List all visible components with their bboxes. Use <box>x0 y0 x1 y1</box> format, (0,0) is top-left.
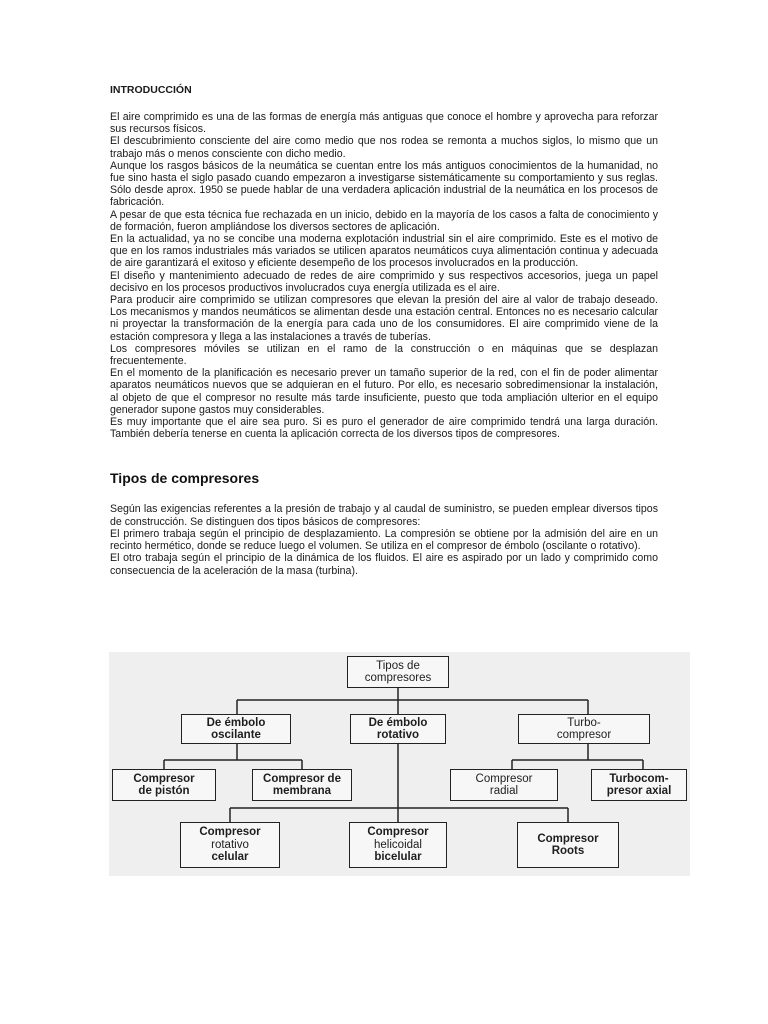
types-paragraph: Según las exigencias referentes a la presión de trabajo y al caudal de suministro, se pueden emplear diversos tipos de construcción. Se distinguen dos tipos básicos de compresores: <box>110 503 658 528</box>
intro-paragraph: El aire comprimido es una de las formas de energía más antiguas que conoce el hombre y aprovecha para reforzar sus recursos físicos. <box>110 111 658 136</box>
node-label: De émbolo <box>206 716 266 729</box>
diagram-node-piston <box>112 769 216 801</box>
diagram-node-root <box>347 656 449 688</box>
intro-paragraph: En el momento de la planificación es necesario prever un tamaño superior de la red, con el fin de poder alimentar aparatos neumáticos nuevos que se adquieran en el futuro. Por ello, es necesario sobredimensionar la instalación, al objeto de que el compresor no resulte más tarde insuficiente, puesto que toda ampliación ulterior en el equipo generador supone gastos muy considerables. <box>110 367 658 416</box>
node-label: De émbolo <box>368 716 428 729</box>
node-label: membrana <box>272 785 332 797</box>
diagram-node-membrana <box>252 769 352 801</box>
node-label: Compresor de <box>263 772 341 785</box>
node-label: bicelular <box>374 851 422 864</box>
diagram-node-radial <box>450 769 558 801</box>
intro-paragraph: Para producir aire comprimido se utilizan compresores que elevan la presión del aire al valor de trabajo deseado. Los mecanismos y mandos neumáticos se alimentan desde una estación central. Entonces no es necesario calcular ni proyectar la transformación de la energía para cada uno de los consumidores. El aire comprimido viene de la estación compresora y llega a las instalaciones a través de tuberías. <box>110 294 658 343</box>
node-label: de pistón <box>138 785 190 797</box>
intro-paragraph: A pesar de que esta técnica fue rechazada en un inicio, debido en la mayoría de los casos a falta de conocimiento y de formación, fueron ampliándose los diversos sectores de aplicación. <box>110 208 658 233</box>
node-label: compresor <box>556 729 612 741</box>
node-label: Turbocom- <box>609 772 669 785</box>
node-label: radial <box>489 785 519 797</box>
node-label: presor axial <box>606 785 672 797</box>
node-label: oscilante <box>211 729 261 741</box>
intro-paragraph: Es muy importante que el aire sea puro. Si es puro el generador de aire comprimido tendrá una larga duración. También debería tenerse en cuenta la aplicación correcta de los diversos tipos de compresores. <box>110 416 658 441</box>
node-label: Compresor <box>199 826 261 839</box>
node-label: Compresor <box>133 772 195 785</box>
intro-paragraph: El descubrimiento consciente del aire como medio que nos rodea se remonta a muchos siglos, lo mismo que un trabajo más o menos consciente con dicho medio. <box>110 135 658 160</box>
diagram-node-axial <box>591 769 687 801</box>
intro-heading: INTRODUCCIÓN <box>110 84 192 96</box>
node-label: rotativo <box>376 729 420 741</box>
node-label: rotativo <box>211 838 249 851</box>
node-label: helicoidal <box>374 838 422 851</box>
node-label: Roots <box>551 845 585 857</box>
intro-paragraph: Aunque los rasgos básicos de la neumática se cuentan entre los más antiguos conocimientos de la humanidad, no fue sino hasta el siglo pasado cuando empezaron a investigarse sistemáticamente su comportamiento y sus reglas. Sólo desde aprox. 1950 se puede hablar de una verdadera aplicación industrial de la neumática en los procesos de fabricación. <box>110 159 658 209</box>
section-title-compressor-types: Tipos de compresores <box>110 470 260 487</box>
diagram-node-rotativo-celular <box>180 822 280 868</box>
node-label: Compresor <box>475 772 533 785</box>
node-label: Tipos de <box>376 659 420 672</box>
diagram-node-helicoidal <box>349 822 447 868</box>
node-label: Turbo- <box>567 716 601 729</box>
intro-paragraph: En la actualidad, ya no se concibe una moderna explotación industrial sin el aire comprimido. Este es el motivo de que en los ramos industriales más variados se utilicen aparatos neumáticos cuya alimentación continua y adecuada de aire garantizará el exitoso y eficiente desempeño de los procesos involucrados en la producción. <box>110 233 658 270</box>
node-label: Compresor <box>367 826 429 839</box>
intro-paragraph: Los compresores móviles se utilizan en el ramo de la construcción o en máquinas que se desplazan frecuentemente. <box>110 342 658 368</box>
types-paragraph: El primero trabaja según el principio de desplazamiento. La compresión se obtiene por la admisión del aire en un recinto hermético, donde se reduce luego el volumen. Se utiliza en el compresor de émbolo (oscilante o rotativo). <box>110 527 658 553</box>
diagram-node-embolo-rotativo <box>350 714 446 744</box>
node-label: compresores <box>364 672 432 684</box>
types-paragraph: El otro trabaja según el principio de la dinámica de los fluidos. El aire es aspirado por un lado y comprimido como consecuencia de la aceleración de la masa (turbina). <box>110 552 658 577</box>
compressor-types-diagram <box>109 652 690 876</box>
diagram-node-roots <box>517 822 619 868</box>
diagram-node-embolo-oscilante <box>181 714 291 744</box>
document-body <box>110 84 658 577</box>
node-label: Compresor <box>537 832 599 845</box>
diagram-node-turbo <box>518 714 650 744</box>
intro-paragraph: El diseño y mantenimiento adecuado de redes de aire comprimido y sus respectivos accesorios, juega un papel decisivo en los procesos productivos involucrados cuya energía utilizada es el aire. <box>110 269 658 294</box>
node-label: celular <box>211 851 249 864</box>
